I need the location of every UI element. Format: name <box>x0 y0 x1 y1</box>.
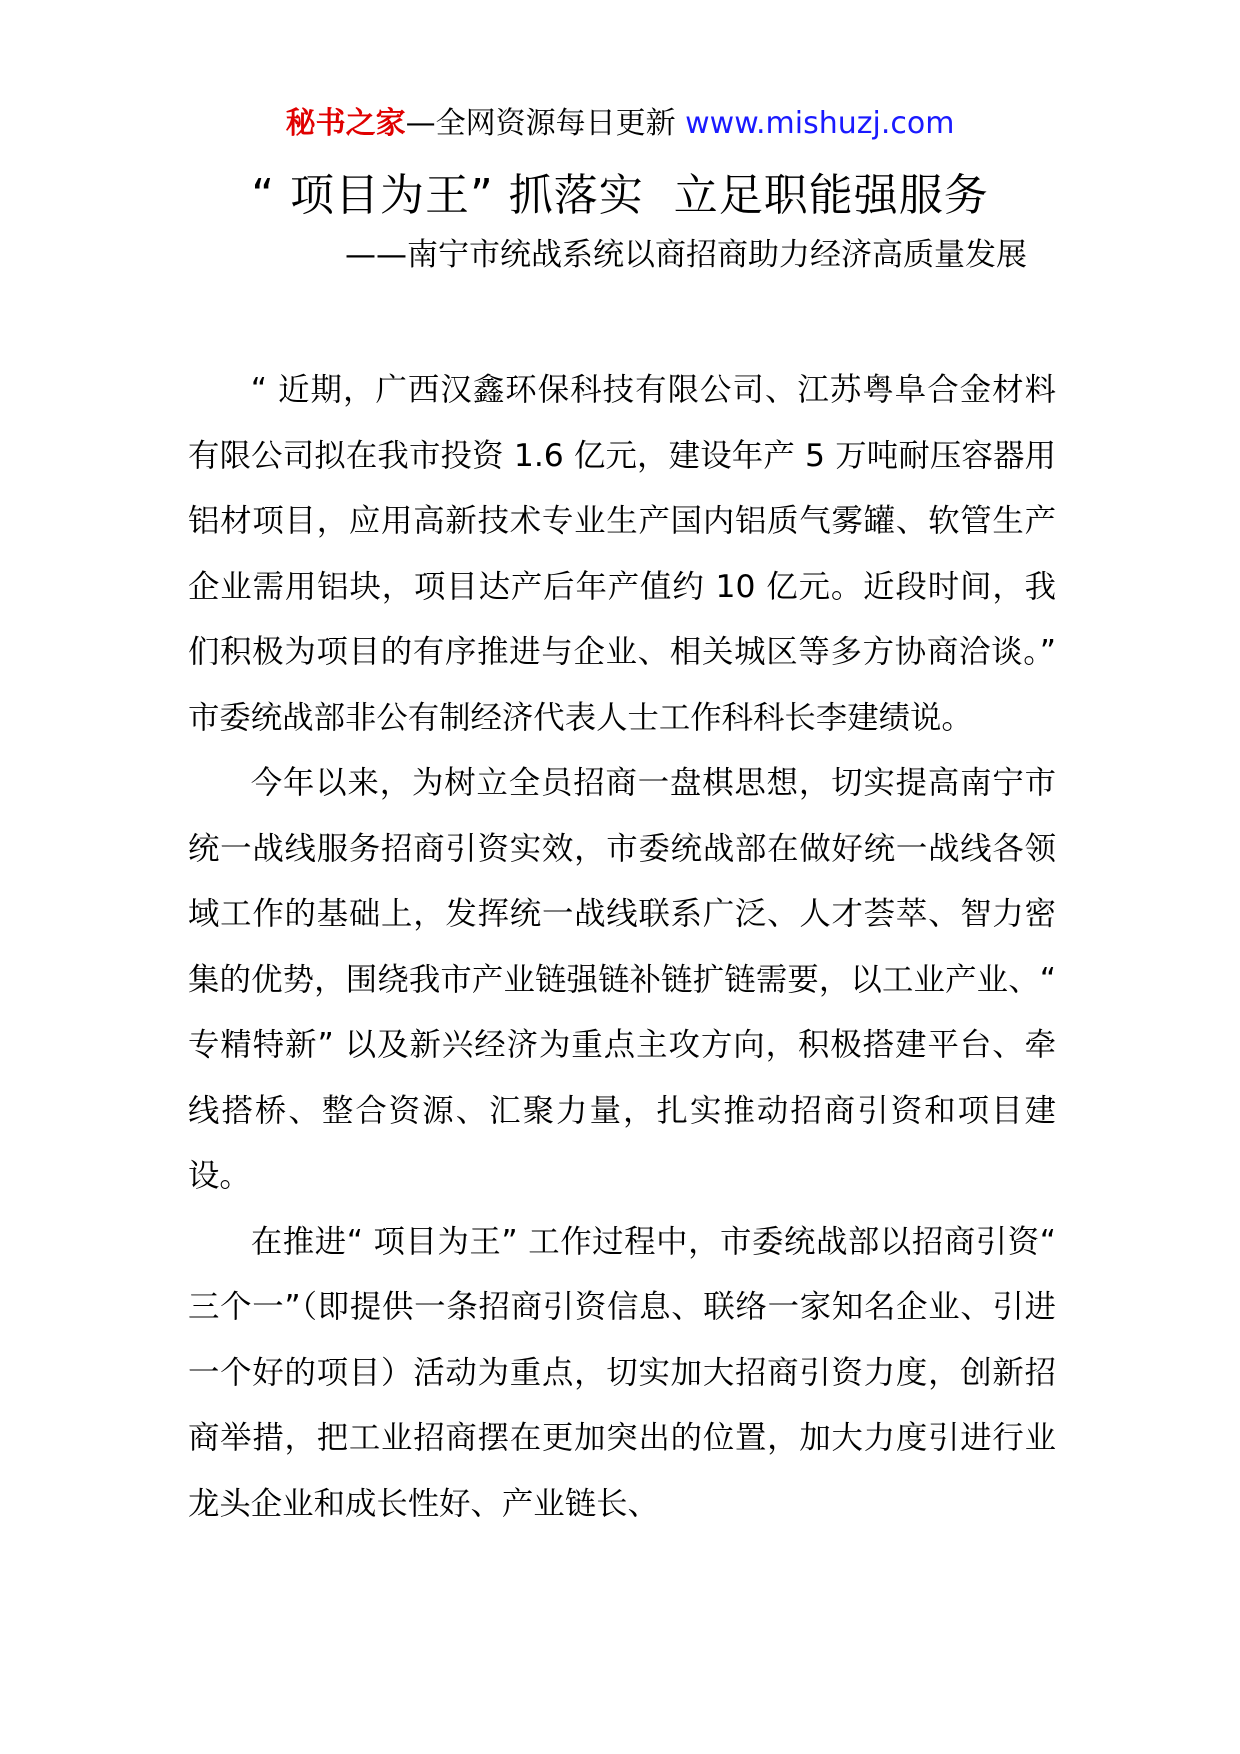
site-brand: 秘书之家 <box>285 106 406 141</box>
article-title: “ 项目为王” 抓落实 立足职能强服务 <box>251 170 989 221</box>
paragraph-1: “ 近期，广西汉鑫环保科技有限公司、江苏粤阜合金材料有限公司拟在我市投资 1.6 亿元，建设年产 5 万吨耐压容器用铝材项目，应用高新技术专业生产国内铝质气雾罐、软管生产企业需用铝块，项目达产后年产值约 10 亿元。近段时间，我们积极为项目的有序推进与企业、相关城区等多方协商洽谈。” 市委统战部非公有制经济代表人士工作科科长李建绩说。 <box>188 372 1056 736</box>
article-body <box>188 358 1056 1537</box>
article-subtitle: ——南宁市统战系统以商招商助力经济高质量发展 <box>345 237 1027 273</box>
site-url-link[interactable]: www.mishuzj.com <box>685 106 955 141</box>
site-tagline: —全网资源每日更新 <box>405 106 686 141</box>
paragraph-2: 今年以来，为树立全员招商一盘棋思想，切实提高南宁市统一战线服务招商引资实效，市委统战部在做好统一战线各领域工作的基础上，发挥统一战线联系广泛、人才荟萃、智力密集的优势，围绕我市产业链强链补链扩链需要，以工业产业、“ 专精特新” 以及新兴经济为重点主攻方向，积极搭建平台、牵线搭桥、整合资源、汇聚力量，扎实推动招商引资和项目建设。 <box>188 765 1056 1194</box>
site-header <box>0 102 1240 146</box>
paragraph-3: 在推进“ 项目为王” 工作过程中，市委统战部以招商引资“ 三个一”（即提供一条招商引资信息、联络一家知名企业、引进一个好的项目）活动为重点，切实加大招商引资力度，创新招商举措，把工业招商摆在更加突出的位置，加大力度引进行业龙头企业和成长性好、产业链长、 <box>188 1223 1056 1522</box>
